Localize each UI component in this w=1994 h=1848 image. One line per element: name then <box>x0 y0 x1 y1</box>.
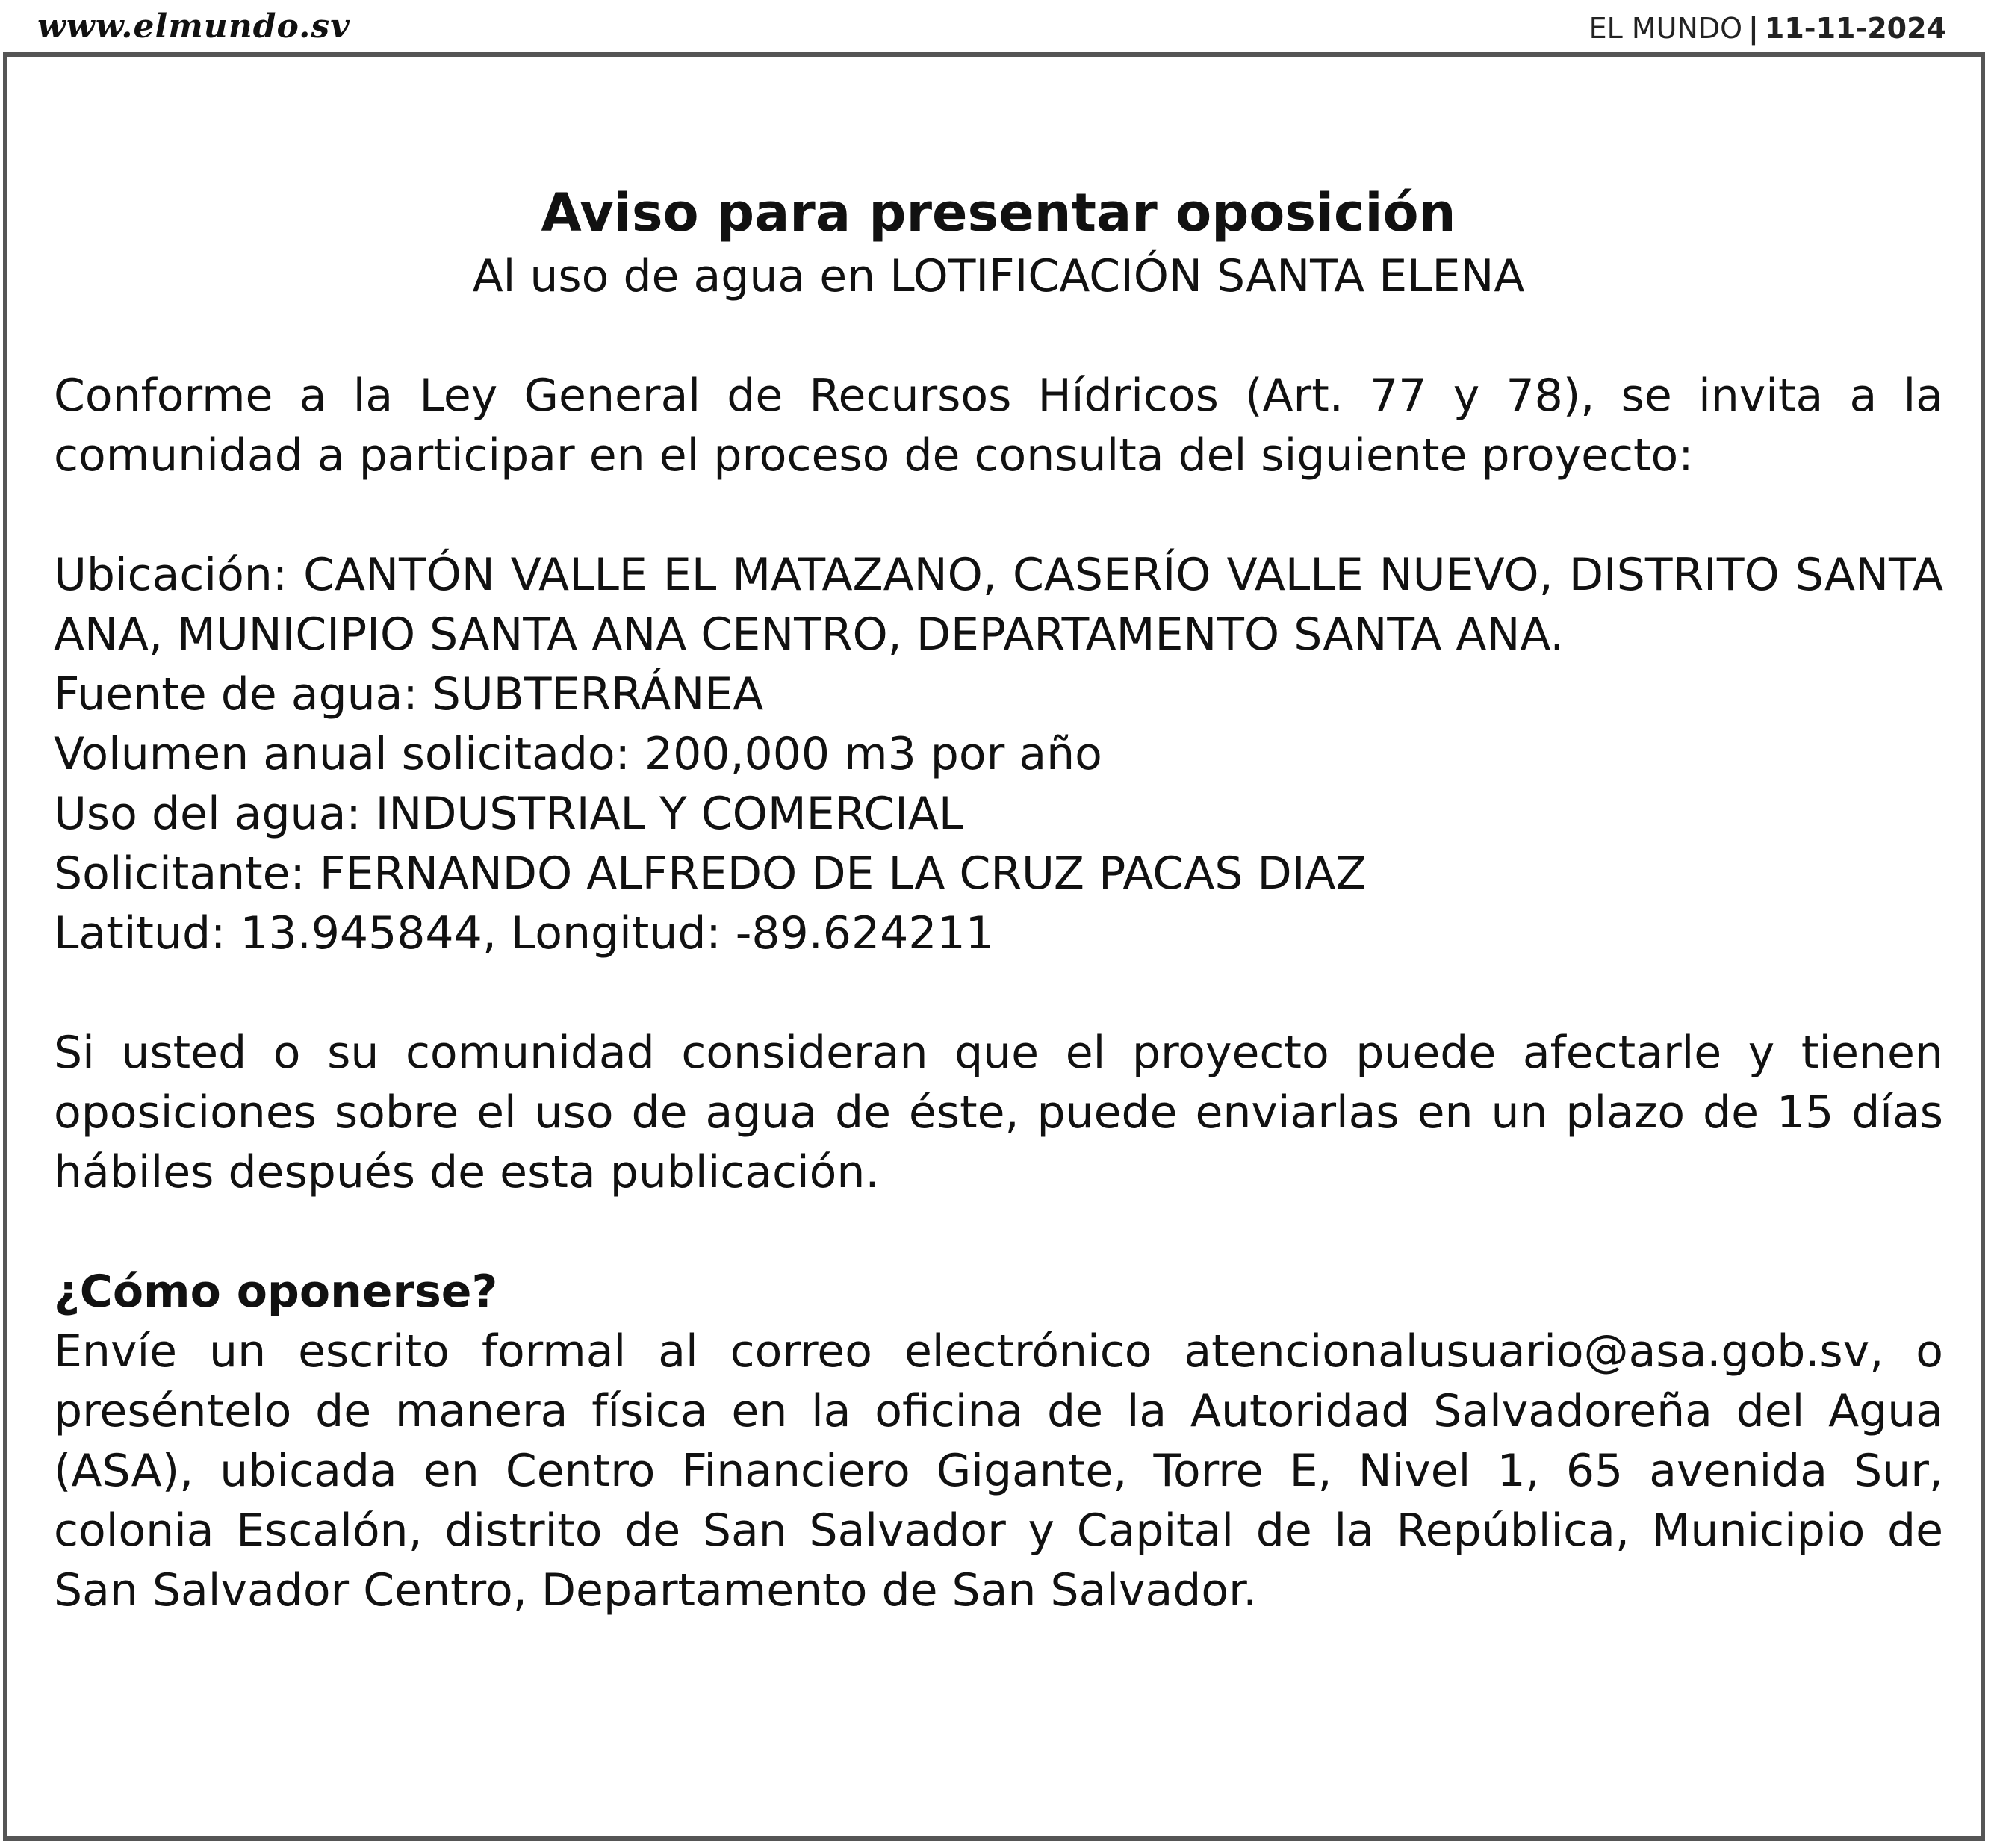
location-detail: Ubicación: CANTÓN VALLE EL MATAZANO, CASERÍO VALLE NUEVO, DISTRITO SANTA ANA, MUNICIPIO SANTA ANA CENTRO, DEPARTAMENTO SANTA ANA. <box>54 549 1943 661</box>
site-url: www.elmundo.sv <box>37 7 350 46</box>
how-to-paragraph: Envíe un escrito formal al correo electrónico atencionalusuario@asa.gob.sv, o preséntelo de manera física en la oficina de la Autoridad Salvadoreña del Agua (ASA), ubicada en Centro Financiero Gigante, Torre E, Nivel 1, 65 avenida Sur, colonia Escalón, distrito de San Salvador y Capital de la República, Municipio de San Salvador Centro, Departamento de San Salvador. <box>54 1325 1943 1617</box>
water-source-detail: Fuente de agua: SUBTERRÁNEA <box>54 668 764 721</box>
notice-title: Aviso para presentar oposición <box>541 182 1456 243</box>
intro-paragraph: Conforme a la Ley General de Recursos Hídricos (Art. 77 y 78), se invita a la comunidad a participar en el proceso de consulta del siguiente proyecto: <box>54 370 1943 482</box>
water-use-detail: Uso del agua: INDUSTRIAL Y COMERCIAL <box>54 788 964 840</box>
how-to-heading: ¿Cómo oponerse? <box>54 1266 498 1318</box>
annual-volume-detail: Volumen anual solicitado: 200,000 m3 por año <box>54 728 1102 780</box>
notice-subtitle: Al uso de agua en LOTIFICACIÓN SANTA ELENA <box>472 250 1525 302</box>
edition-info <box>1589 12 1946 45</box>
notice-content <box>54 179 1943 1620</box>
publication-name: EL MUNDO <box>1588 12 1743 45</box>
coordinates-detail: Latitud: 13.945844, Longitud: -89.624211 <box>54 907 994 959</box>
publication-date: 11-11-2024 <box>1764 12 1946 45</box>
spacer <box>54 485 1943 545</box>
edition-separator: | <box>1748 12 1759 45</box>
applicant-detail: Solicitante: FERNANDO ALFREDO DE LA CRUZ PACAS DIAZ <box>54 847 1367 900</box>
spacer <box>54 306 1943 366</box>
spacer <box>54 1202 1943 1262</box>
spacer <box>54 963 1943 1023</box>
deadline-paragraph: Si usted o su comunidad consideran que el proyecto puede afectarle y tienen oposiciones sobre el uso de agua de éste, puede enviarlas en un plazo de 15 días hábiles después de esta publicación. <box>54 1027 1943 1198</box>
masthead <box>0 0 1994 54</box>
